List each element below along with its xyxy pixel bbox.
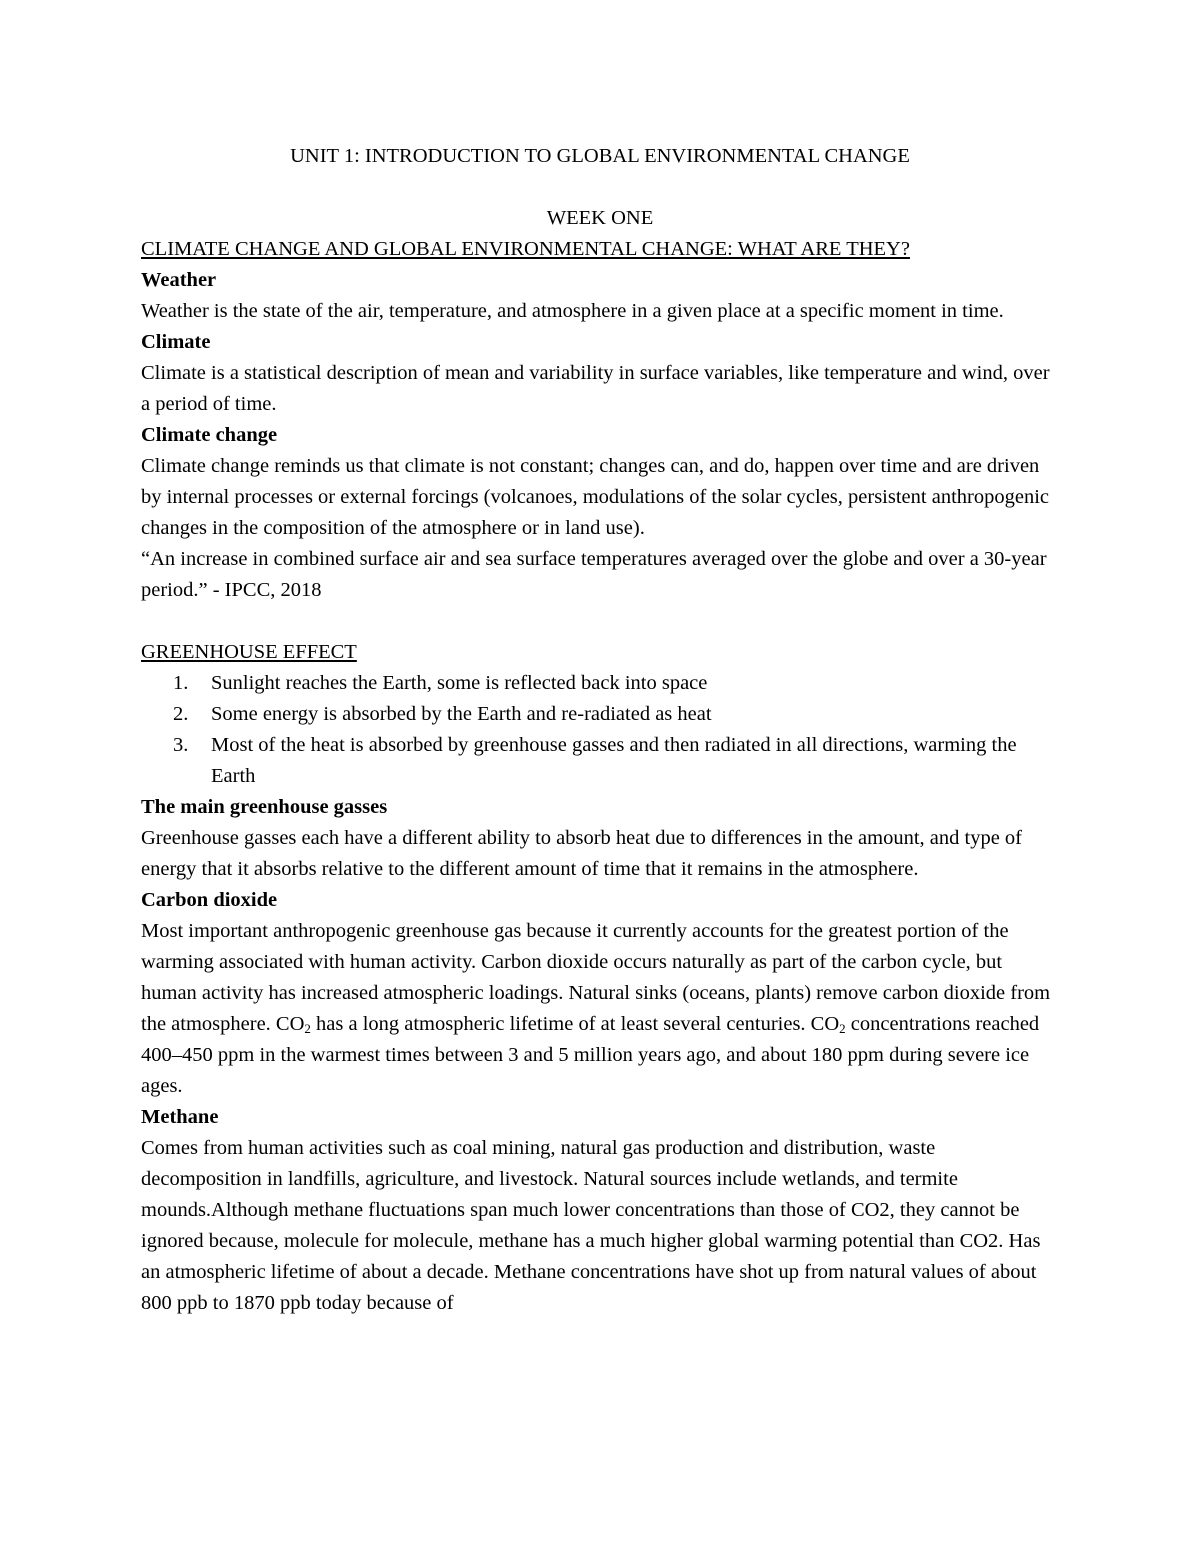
methane-heading: Methane — [141, 1106, 219, 1128]
carbon-dioxide-text-part: has a long atmospheric lifetime of at least several centuries. CO — [310, 1013, 840, 1035]
blank-line — [141, 606, 1059, 637]
carbon-dioxide-text — [141, 916, 1059, 1102]
weather-text: Weather is the state of the air, temperature, and atmosphere in a given place at a specific moment in time. — [141, 300, 1004, 322]
list-item — [141, 668, 1059, 699]
week-label: WEEK ONE — [546, 207, 654, 229]
greenhouse-effect-list — [141, 668, 1059, 792]
section-heading-greenhouse-effect: GREENHOUSE EFFECT — [141, 641, 357, 663]
climate-heading: Climate — [141, 331, 211, 353]
carbon-dioxide-text-part: concentrations reached 400–450 ppm in the warmest times between 3 and 5 million years ago, and about 180 ppm during severe ice ages. — [141, 1013, 1040, 1097]
list-item-text: Some energy is absorbed by the Earth and re-radiated as heat — [211, 703, 712, 725]
section-heading-climate-change: CLIMATE CHANGE AND GLOBAL ENVIRONMENTAL CHANGE: WHAT ARE THEY? — [141, 238, 910, 260]
ipcc-quote: “An increase in combined surface air and sea surface temperatures averaged over the globe and over a 30-year period.” - IPCC, 2018 — [141, 548, 1047, 601]
list-item-text: Sunlight reaches the Earth, some is reflected back into space — [211, 672, 708, 694]
list-item-number: 1. — [173, 672, 189, 694]
list-item — [141, 730, 1059, 792]
carbon-dioxide-text-part: Most important anthropogenic greenhouse gas because it currently accounts for the greatest portion of the warming associated with human activity. Carbon dioxide occurs naturally as part of the carbon cycle, but human activity has increased atmospheric loadings. Natural sinks (oceans, plants) remove carbon dioxide from the atmosphere. CO — [141, 920, 1051, 1035]
carbon-dioxide-heading: Carbon dioxide — [141, 889, 278, 911]
main-greenhouse-gasses-text: Greenhouse gasses each have a different ability to absorb heat due to differences in the amount, and type of energy that it absorbs relative to the different amount of time that it remains in the atmosphere. — [141, 827, 1022, 880]
climate-text: Climate is a statistical description of mean and variability in surface variables, like temperature and wind, over a period of time. — [141, 362, 1050, 415]
subscript-2: 2 — [839, 1021, 846, 1036]
document-title: UNIT 1: INTRODUCTION TO GLOBAL ENVIRONMENTAL CHANGE — [290, 145, 910, 167]
main-greenhouse-gasses-heading: The main greenhouse gasses — [141, 796, 388, 818]
document-page — [141, 141, 1059, 1319]
list-item-text: Most of the heat is absorbed by greenhouse gasses and then radiated in all directions, warming the Earth — [211, 734, 1017, 787]
climate-change-heading: Climate change — [141, 424, 278, 446]
list-item-number: 2. — [173, 703, 189, 725]
climate-change-text: Climate change reminds us that climate is not constant; changes can, and do, happen over time and are driven by internal processes or external forcings (volcanoes, modulations of the solar cycles, persistent anthropogenic changes in the composition of the atmosphere or in land use). — [141, 455, 1049, 539]
list-item — [141, 699, 1059, 730]
weather-heading: Weather — [141, 269, 217, 291]
list-item-number: 3. — [173, 734, 189, 756]
methane-text: Comes from human activities such as coal mining, natural gas production and distribution, waste decomposition in landfills, agriculture, and livestock. Natural sources include wetlands, and termite mounds.Although methane fluctuations span much lower concentrations than those of CO2, they cannot be ignored because, molecule for molecule, methane has a much higher global warming potential than CO2. Has an atmospheric lifetime of about a decade. Methane concentrations have shot up from natural values of about 800 ppb to 1870 ppb today because of — [141, 1137, 1041, 1314]
subscript-2: 2 — [304, 1021, 311, 1036]
